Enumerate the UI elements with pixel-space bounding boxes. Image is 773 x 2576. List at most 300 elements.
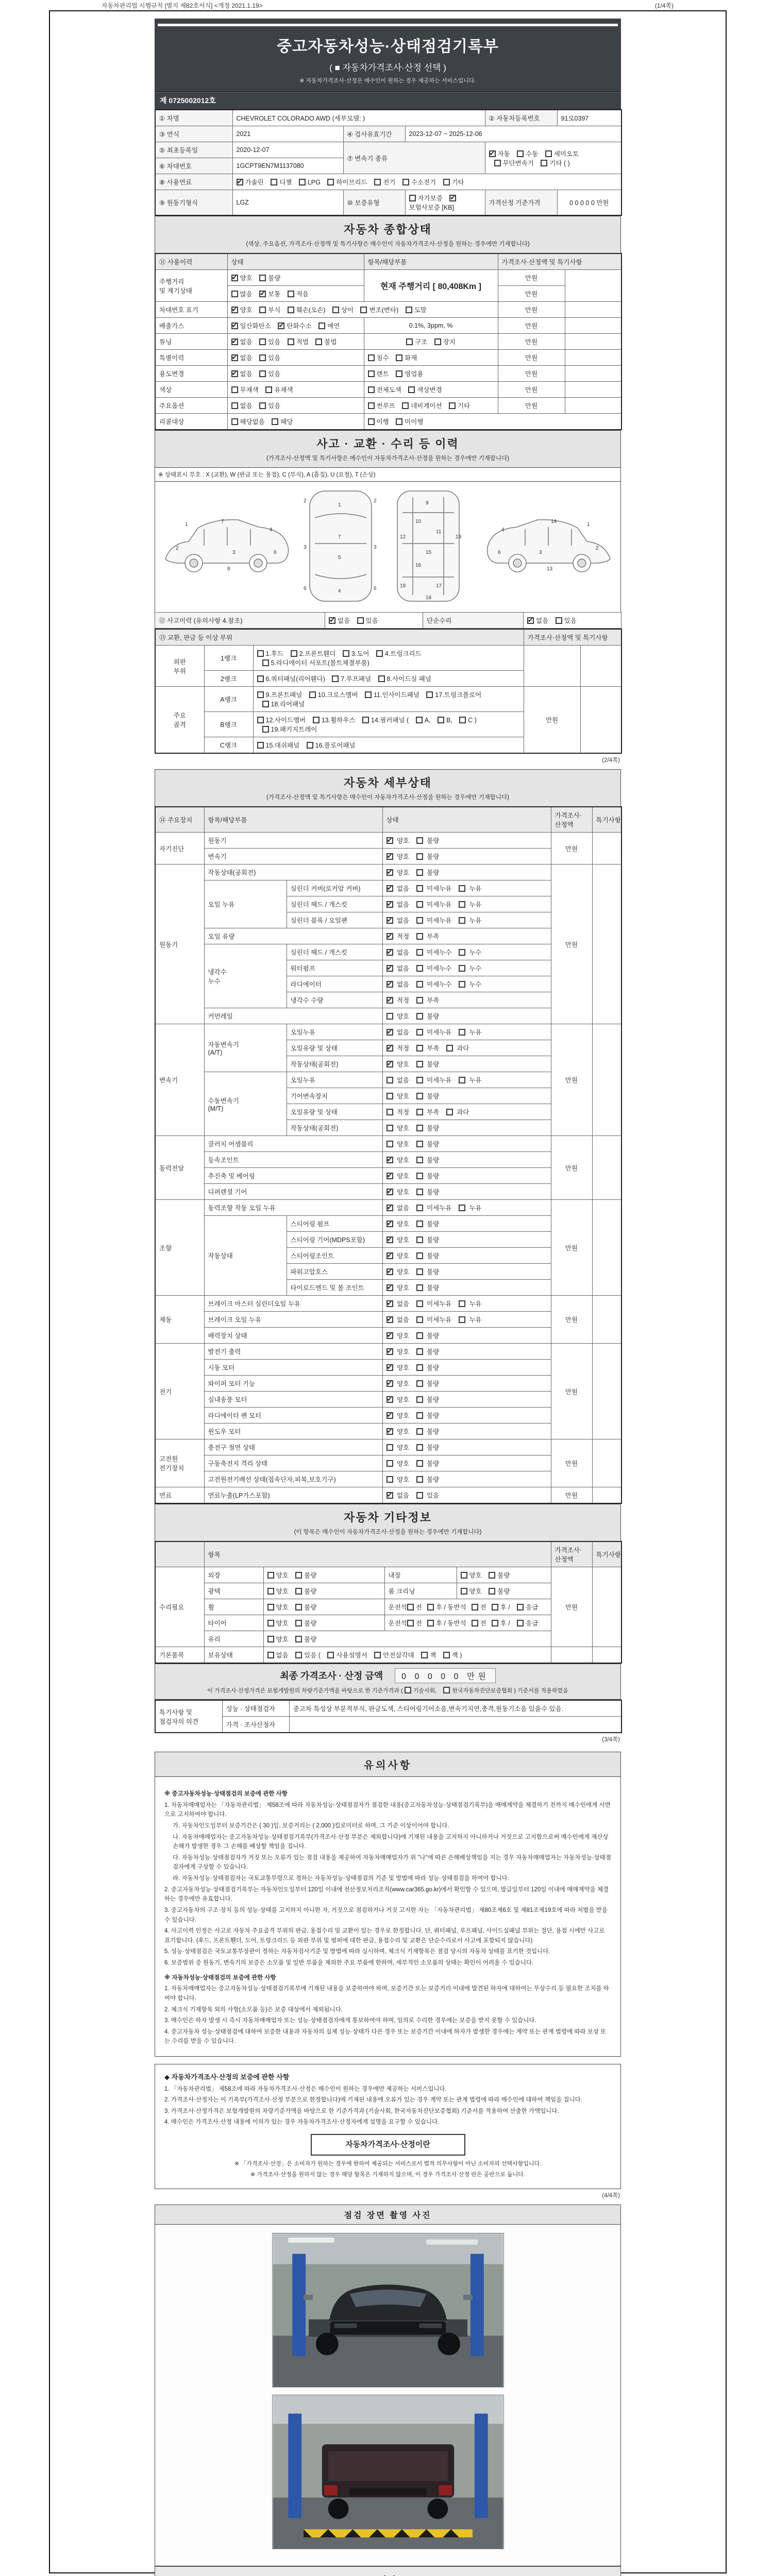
checkbox-unchecked[interactable] [443,1652,450,1658]
other-title: 자동차 기타정보 [344,1511,432,1524]
checkbox-unchecked[interactable] [416,1300,423,1307]
checkbox-unchecked[interactable] [416,1061,423,1067]
svg-text:2: 2 [596,546,599,551]
table-row [155,350,621,366]
guarantee-item: 3. 가격조사·산정가격은 보험개발원의 차량기준가액을 바탕으로 한 기준가격과 (기술사회, 한국자동차진단보증협회) 기준서를 적용하여 산출한 가액입니다. [164,2108,559,2114]
checkbox-unchecked[interactable] [386,1444,393,1451]
checkbox-unchecked[interactable] [368,418,375,425]
checkbox-checked[interactable] [386,1221,393,1227]
checkbox-unchecked[interactable] [231,386,238,393]
checkbox-unchecked[interactable] [416,1252,423,1259]
cell: ✔ 양호 불량 [382,1408,551,1423]
checkbox-checked[interactable] [386,1045,393,1052]
cell: 전기 [155,1344,204,1439]
cell: ✔ 없음 미세누수 누수 [382,944,551,960]
checkbox-checked[interactable] [386,949,393,956]
checkbox-unchecked[interactable] [267,1652,274,1658]
checkbox-unchecked[interactable] [386,1093,393,1099]
checkbox-unchecked[interactable] [416,1444,423,1451]
checkbox-unchecked[interactable] [368,402,375,409]
cell: ✔ 양호 불량 [382,1280,551,1296]
checkbox-unchecked[interactable] [459,981,465,988]
cell: 없음 있음 ( 사용설명서 안전삼각대 잭 잭 ) [263,1647,551,1664]
inspection-photo-rear [272,2395,504,2549]
cell: LGZ [232,190,343,216]
checkbox-unchecked[interactable] [459,885,465,892]
checkbox-unchecked[interactable] [459,917,465,924]
checkbox-unchecked[interactable] [416,901,423,908]
detail-subtitle: (가격조사·산정액 및 특기사항은 매수인이 자동차가격조사·산정을 원하는 경우에만 기재합니다) [266,794,509,801]
svg-text:2: 2 [176,546,179,551]
checkbox-unchecked[interactable] [315,338,322,345]
checkbox-unchecked[interactable] [434,338,441,345]
table-row [155,366,621,382]
checkbox-unchecked[interactable] [416,885,423,892]
checkbox-unchecked[interactable] [489,1572,495,1579]
cell: CHEVROLET COLORADO AWD (세부모델: ) [232,110,485,126]
cell: ✔ 없음 있음 [325,613,423,629]
checkbox-unchecked[interactable] [416,837,423,844]
checkbox-unchecked[interactable] [472,1620,478,1626]
checkbox-checked[interactable] [449,195,456,201]
cell: 자기진단 [155,833,204,865]
checkbox-unchecked[interactable] [267,1572,274,1579]
checkbox-unchecked[interactable] [416,1093,423,1099]
checkbox-checked[interactable] [386,1348,393,1355]
cell: 만원 [551,1439,592,1487]
checkbox-unchecked[interactable] [386,1460,393,1467]
checkbox-unchecked[interactable] [489,1588,495,1595]
checkbox-checked[interactable] [386,1157,393,1163]
svg-text:19: 19 [400,583,406,589]
cell: 상태 [382,807,551,833]
checkbox-unchecked[interactable] [459,965,465,972]
checkbox-checked[interactable] [329,617,335,624]
checkbox-checked[interactable] [489,150,496,157]
checkbox-checked[interactable] [259,291,266,297]
table-row [155,1541,621,1567]
guarantee-item: 1. 「자동차관리법」 제58조에 따라 자동차가격조사·산정은 매수인이 원하는 경우에만 제공하는 서비스입니다. [164,2086,447,2092]
checkbox-unchecked[interactable] [494,160,501,166]
checkbox-checked[interactable] [386,917,393,924]
cell: ✔ 없음 미세누수 누수 [382,976,551,992]
cell [565,366,621,382]
checkbox-unchecked[interactable] [517,1620,524,1626]
checkbox-unchecked[interactable] [449,402,456,409]
checkbox-unchecked[interactable] [416,1141,423,1147]
cell: 오일유량 및 상태 [287,1040,382,1056]
checkbox-unchecked[interactable] [459,901,465,908]
checkbox-unchecked[interactable] [291,650,297,657]
checkbox-unchecked[interactable] [459,949,465,956]
checkbox-unchecked[interactable] [259,338,266,345]
checkbox-checked[interactable] [386,997,393,1004]
cell: 12.사이드멤버 13.휠하우스 14.필러패널 ( A, B, C ) 19.패키지트레이 [253,712,524,737]
checkbox-unchecked[interactable] [416,981,423,988]
checkbox-unchecked[interactable] [416,1157,423,1163]
table-row [155,613,621,629]
checkbox-unchecked[interactable] [416,869,423,876]
table-row [155,1344,621,1360]
checkbox-unchecked[interactable] [416,1029,423,1036]
checkbox-unchecked[interactable] [262,659,269,666]
checkbox-checked[interactable] [386,1189,393,1195]
checkbox-unchecked[interactable] [426,691,433,698]
checkbox-unchecked[interactable] [427,1620,434,1626]
cell: 항목/해당부품 [364,253,498,270]
checkbox-unchecked[interactable] [438,717,444,723]
checkbox-unchecked[interactable] [262,726,269,733]
checkbox-unchecked[interactable] [386,1109,393,1115]
checkbox-unchecked[interactable] [416,853,423,860]
table-row [155,382,621,398]
checkbox-checked[interactable] [386,1332,393,1339]
checkbox-unchecked[interactable] [295,1588,302,1595]
checkbox-unchecked[interactable] [492,1604,498,1611]
checkbox-unchecked[interactable] [459,1077,465,1083]
checkbox-checked[interactable] [386,901,393,908]
checkbox-unchecked[interactable] [267,1636,274,1642]
cell [565,398,621,414]
checkbox-unchecked[interactable] [259,354,266,361]
cell: ✔ 양호 불량 [382,1248,551,1264]
checkbox-unchecked[interactable] [267,1588,274,1595]
price-guarantee-title: ◆ 자동차가격조사·산정의 보증에 관한 사항 [164,2073,290,2081]
checkbox-unchecked[interactable] [416,997,423,1004]
notice-paragraph: 5. 성능·상태점검은 국토교통부장관이 정하는 자동차검사기준 및 방법에 따라 실시하며, 체크식 기재항목은 점검 당시의 자동차 상태를 표기한 것입니다. [164,1948,550,1955]
checkbox-unchecked[interactable] [416,1125,423,1131]
checkbox-unchecked[interactable] [416,717,423,723]
checkbox-checked[interactable] [386,1173,393,1179]
cell: 양호 불량 [382,1439,551,1455]
checkbox-unchecked[interactable] [461,1572,467,1579]
cell: 양호 불량 [382,1471,551,1487]
checkbox-checked[interactable] [231,338,238,345]
checkbox-unchecked[interactable] [374,179,381,185]
table-row [155,190,621,216]
cell: ⑭ 주요장치 [155,807,204,833]
checkbox-unchecked[interactable] [332,675,339,682]
checkbox-checked[interactable] [386,1061,393,1067]
checkbox-unchecked[interactable] [318,323,325,329]
cell: 냉각수 수량 [287,992,382,1008]
cell: 1랭크 [204,646,253,671]
cell: 0.1%, 3ppm, % [364,318,498,334]
cell: 브레이크 마스터 실린더오일 누유 [204,1296,382,1312]
checkbox-checked[interactable] [386,1380,393,1387]
checkbox-unchecked[interactable] [271,179,277,185]
checkbox-unchecked[interactable] [257,675,264,682]
checkbox-checked[interactable] [386,1205,393,1211]
cell: 항목/해당부품 [204,807,382,833]
checkbox-unchecked[interactable] [407,1604,414,1611]
cell [592,1296,621,1344]
checkbox-unchecked[interactable] [459,1205,465,1211]
checkbox-unchecked[interactable] [267,1604,274,1611]
checkbox-unchecked[interactable] [416,1268,423,1275]
checkbox-checked[interactable] [386,1268,393,1275]
checkbox-checked[interactable] [386,1412,393,1419]
cell: 2랭크 [204,671,253,687]
checkbox-unchecked[interactable] [459,1316,465,1323]
checkbox-checked[interactable] [231,275,238,281]
checkbox-unchecked[interactable] [416,1380,423,1387]
checkbox-unchecked[interactable] [368,354,375,361]
checkbox-unchecked[interactable] [416,917,423,924]
svg-text:4: 4 [338,588,341,594]
checkbox-unchecked[interactable] [259,307,266,313]
checkbox-unchecked[interactable] [265,386,272,393]
checkbox-checked[interactable] [231,370,238,377]
checkbox-unchecked[interactable] [267,1620,274,1626]
cell: 튜닝 [155,334,227,350]
checkbox-unchecked[interactable] [446,1045,453,1052]
checkbox-unchecked[interactable] [416,1476,423,1483]
checkbox-unchecked[interactable] [396,418,402,425]
cell: 고전원전기배선 상태(접속단자,피복,보호기구) [204,1471,382,1487]
checkbox-unchecked[interactable] [556,617,562,624]
checkbox-unchecked[interactable] [309,691,316,698]
checkbox-checked[interactable] [386,1316,393,1323]
checkbox-unchecked[interactable] [541,160,547,166]
cell: 변속기 [155,1024,204,1136]
cell [592,865,621,1024]
checkbox-unchecked[interactable] [259,275,266,281]
checkbox-checked[interactable] [231,354,238,361]
checkbox-unchecked[interactable] [408,386,415,393]
checkbox-checked[interactable] [386,853,393,860]
checkbox-unchecked[interactable] [416,1205,423,1211]
checkbox-unchecked[interactable] [443,1687,450,1693]
checkbox-unchecked[interactable] [272,418,278,425]
checkbox-checked[interactable] [386,965,393,972]
checkbox-unchecked[interactable] [259,370,266,377]
checkbox-unchecked[interactable] [386,1476,393,1483]
checkbox-checked[interactable] [386,869,393,876]
cell: 유리 [204,1631,263,1647]
checkbox-unchecked[interactable] [295,1652,302,1658]
checkbox-unchecked[interactable] [416,1396,423,1403]
checkbox-unchecked[interactable] [295,1620,302,1626]
checkbox-unchecked[interactable] [443,179,450,185]
cell [592,1567,621,1647]
table-row [155,1136,621,1152]
cell: 특기사항 [592,807,621,833]
checkbox-unchecked[interactable] [374,1652,381,1658]
cell: 가격산정 기준가격 [485,190,557,216]
cell: 만원 [551,1567,592,1647]
checkbox-unchecked[interactable] [402,179,409,185]
cell: 없음 미세누유 누유 [382,1072,551,1088]
checkbox-unchecked[interactable] [362,717,369,723]
checkbox-unchecked[interactable] [416,1284,423,1291]
checkbox-unchecked[interactable] [472,1604,478,1611]
checkbox-unchecked[interactable] [427,1604,434,1611]
cell: 특기사항 [592,1541,621,1567]
checkbox-unchecked[interactable] [416,1332,423,1339]
checkbox-unchecked[interactable] [262,701,269,707]
checkbox-unchecked[interactable] [231,402,238,409]
checkbox-unchecked[interactable] [257,717,264,723]
checkbox-checked[interactable] [386,1029,393,1036]
checkbox-unchecked[interactable] [396,354,402,361]
table-row [155,807,621,833]
checkbox-unchecked[interactable] [416,1045,423,1052]
checkbox-unchecked[interactable] [517,150,524,157]
checkbox-unchecked[interactable] [257,691,264,698]
checkbox-unchecked[interactable] [545,150,552,157]
checkbox-unchecked[interactable] [376,650,383,657]
cell: ✔ 없음 미세누유 누유 [382,1312,551,1328]
cell: 윈도우 모터 [204,1423,382,1439]
svg-text:6: 6 [374,586,377,591]
checkbox-unchecked[interactable] [259,402,266,409]
checkbox-checked[interactable] [386,837,393,844]
checkbox-checked[interactable] [386,1396,393,1403]
checkbox-unchecked[interactable] [378,675,385,682]
checkbox-unchecked[interactable] [386,1125,393,1131]
price-definition-box: 자동차가격조사·산정이란 [311,2134,465,2156]
table-row [155,110,621,126]
detail-section-header [155,769,621,806]
checkbox-checked[interactable] [386,1428,393,1435]
checkbox-unchecked[interactable] [327,179,334,185]
checkbox-unchecked[interactable] [407,1620,414,1626]
cell: 무채색 유채색 [227,382,364,398]
checkbox-unchecked[interactable] [416,1109,423,1115]
checkbox-checked[interactable] [278,323,284,329]
cell: 수동변속기 (M/T) [204,1072,287,1136]
checkbox-unchecked[interactable] [386,1077,393,1083]
checkbox-unchecked[interactable] [396,370,402,377]
checkbox-unchecked[interactable] [409,195,416,201]
checkbox-checked[interactable] [237,179,243,185]
cell: ✔ 양호 불량 [382,1168,551,1184]
checkbox-unchecked[interactable] [421,1652,428,1658]
checkbox-checked[interactable] [386,1300,393,1307]
checkbox-unchecked[interactable] [299,179,306,185]
checkbox-checked[interactable] [386,885,393,892]
cell: ✔ 적정 부족 [382,992,551,1008]
checkbox-unchecked[interactable] [416,1364,423,1371]
checkbox-unchecked[interactable] [357,617,364,624]
checkbox-unchecked[interactable] [288,291,294,297]
checkbox-unchecked[interactable] [327,1652,334,1658]
other-section-header [155,1504,621,1541]
checkbox-unchecked[interactable] [416,965,423,972]
checkbox-unchecked[interactable] [368,386,375,393]
checkbox-unchecked[interactable] [257,742,264,749]
checkbox-unchecked[interactable] [416,1460,423,1467]
checkbox-unchecked[interactable] [288,338,294,345]
checkbox-checked[interactable] [386,1492,393,1499]
checkbox-unchecked[interactable] [416,1348,423,1355]
checkbox-unchecked[interactable] [368,370,375,377]
checkbox-checked[interactable] [527,617,534,624]
checkbox-unchecked[interactable] [459,1300,465,1307]
checkbox-unchecked[interactable] [416,1236,423,1243]
checkbox-checked[interactable] [386,1252,393,1259]
cell: 15.대쉬패널 16.플로어패널 [253,737,524,754]
checkbox-unchecked[interactable] [459,717,466,723]
checkbox-checked[interactable] [231,307,238,313]
checkbox-unchecked[interactable] [416,1173,423,1179]
checkbox-unchecked[interactable] [295,1636,302,1642]
checkbox-unchecked[interactable] [288,307,294,313]
checkbox-unchecked[interactable] [360,307,367,313]
notice-paragraph: ※ 중고자동차성능·상태점검의 보증에 관한 사항 [164,1791,288,1797]
page-marker-1: (1/4쪽) [654,2,674,9]
checkbox-unchecked[interactable] [416,1412,423,1419]
checkbox-unchecked[interactable] [416,1316,423,1323]
checkbox-unchecked[interactable] [416,933,423,940]
cell: ✔ 없음 있음 [524,613,621,629]
checkbox-unchecked[interactable] [406,338,413,345]
checkbox-unchecked[interactable] [406,307,412,313]
checkbox-unchecked[interactable] [307,742,313,749]
checkbox-unchecked[interactable] [416,1428,423,1435]
checkbox-unchecked[interactable] [365,691,372,698]
checkbox-unchecked[interactable] [402,402,409,409]
cell [592,1439,621,1487]
notice-paragraph: 2. 체크식 기재항목 외의 사항(소모품 등)은 보증 대상에서 제외됩니다. [164,2006,343,2013]
checkbox-unchecked[interactable] [446,1109,453,1115]
checkbox-unchecked[interactable] [295,1604,302,1611]
notice-paragraph: 2. 중고자동차성능·상태점검기록부는 자동차인도일부터 120일 이내에 전산정보처리조직(www.car365.go.kr)에서 확인할 수 있으며, 발급일부터 120일 이내에 매매계약을 체결하는 경우에만 유효합니다. [164,1886,609,1903]
checkbox-unchecked[interactable] [459,1029,465,1036]
checkbox-unchecked[interactable] [405,1687,411,1693]
checkbox-unchecked[interactable] [386,1141,393,1147]
cell: 썬루프 네비게이션 기타 [364,398,498,414]
cell: ⑨ 원동기형식 [155,190,232,216]
checkbox-unchecked[interactable] [416,1189,423,1195]
checkbox-unchecked[interactable] [386,1013,393,1020]
checkbox-unchecked[interactable] [257,650,264,657]
cell [592,1487,621,1504]
checkbox-unchecked[interactable] [517,1604,524,1611]
checkbox-unchecked[interactable] [416,1077,423,1083]
checkbox-checked[interactable] [231,323,238,329]
checkbox-unchecked[interactable] [416,1013,423,1020]
checkbox-unchecked[interactable] [416,1221,423,1227]
final-price-value: 0 0 0 0 0 만원 [395,1668,496,1683]
cell: 만원 [498,334,565,350]
checkbox-unchecked[interactable] [343,650,349,657]
checkbox-unchecked[interactable] [231,291,238,297]
cell: ✔ 없음 미세누유 누유 [382,912,551,928]
summary-subtitle: (색상, 주요옵션, 가격조사·산정액 및 특기사항은 매수인이 자동차가격조사·산정을 원하는 경우에만 기재합니다) [246,241,530,247]
cell [592,1200,621,1296]
checkbox-unchecked[interactable] [332,307,339,313]
damage-code-legend: ※ 상태표시 부호 : X (교환), W (판금 또는 용접), C (부식), A (흠집), U (요철), T (손상) [155,467,621,481]
cell: ⑩ 보증유형 [343,190,405,216]
checkbox-checked[interactable] [386,981,393,988]
cell: 만원 [498,302,565,318]
checkbox-checked[interactable] [386,1236,393,1243]
checkbox-unchecked[interactable] [492,1620,498,1626]
checkbox-unchecked[interactable] [313,717,320,723]
checkbox-checked[interactable] [386,1364,393,1371]
checkbox-unchecked[interactable] [231,418,238,425]
checkbox-unchecked[interactable] [295,1572,302,1579]
cell [155,1541,204,1567]
checkbox-checked[interactable] [386,1284,393,1291]
table-row [155,253,621,270]
checkbox-unchecked[interactable] [416,949,423,956]
checkbox-unchecked[interactable] [461,1588,467,1595]
checkbox-unchecked[interactable] [416,1492,423,1499]
checkbox-checked[interactable] [386,933,393,940]
